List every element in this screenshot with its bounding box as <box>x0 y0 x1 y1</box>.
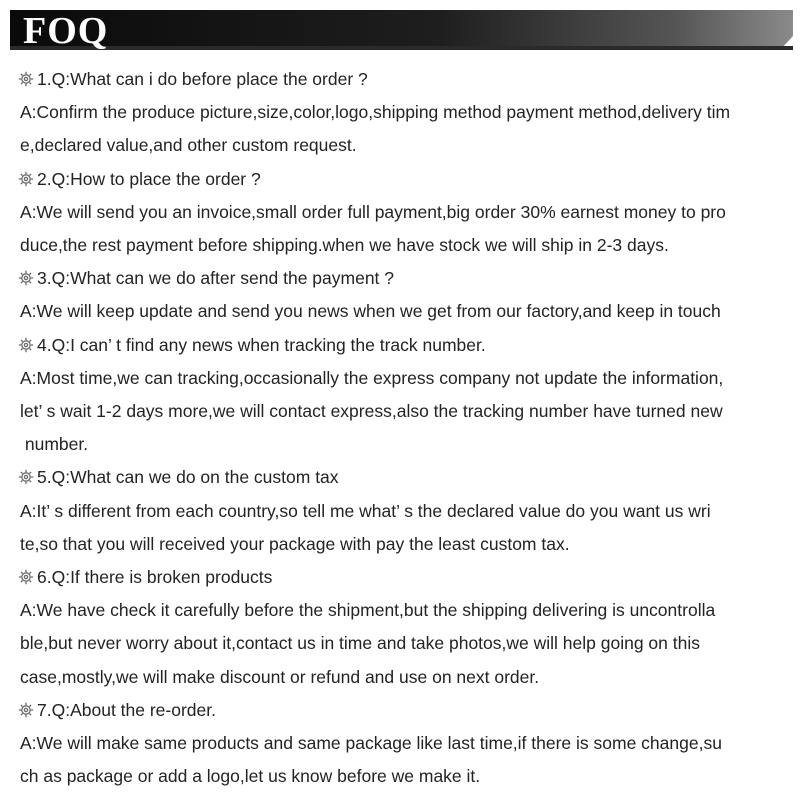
gear-icon <box>18 270 34 286</box>
faq-answer-line: A:We have check it carefully before the shipment,but the shipping delivering is uncontrolla <box>20 600 716 621</box>
faq-question-text: 5.Q:What can we do on the custom tax <box>37 467 339 488</box>
faq-question <box>18 700 216 720</box>
faq-question-text: 7.Q:About the re-order. <box>37 699 216 720</box>
gear-icon <box>18 171 34 187</box>
faq-answer-line: ch as package or add a logo,let us know before we make it. <box>20 766 481 787</box>
faq-question-text: 3.Q:What can we do after send the payment ? <box>37 268 395 289</box>
banner-background <box>10 10 793 50</box>
faq-answer-line: ble,but never worry about it,contact us in time and take photos,we will help going on this <box>20 633 700 654</box>
faq-answer-line: A:We will make same products and same package like last time,if there is some change,su <box>20 733 722 753</box>
faq-question <box>18 169 261 189</box>
faq-question <box>18 467 339 487</box>
faq-answer-line: te,so that you will received your package with pay the least custom tax. <box>20 533 570 554</box>
faq-answer-line: A:We will send you an invoice,small order full payment,big order 30% earnest money to pro <box>20 201 726 222</box>
faq-answer-line: let’ s wait 1-2 days more,we will contact express,also the tracking number have turned new <box>20 401 723 421</box>
faq-question <box>18 567 272 587</box>
faq-question-text: 4.Q:I can’ t find any news when tracking the track number. <box>37 334 486 355</box>
faq-question-text: 2.Q:How to place the order ? <box>37 168 261 189</box>
faq-question <box>18 69 368 89</box>
faq-question-text: 6.Q:If there is broken products <box>37 567 273 587</box>
header-banner <box>10 10 793 50</box>
faq-answer-line: A:We will keep update and send you news when we get from our factory,and keep in touch <box>20 301 721 322</box>
faq-question <box>18 268 394 288</box>
faq-question <box>18 335 486 355</box>
gear-icon <box>18 702 34 718</box>
faq-answer-line: A:Most time,we can tracking,occasionally the express company not update the information, <box>20 367 724 388</box>
faq-answer-line: e,declared value,and other custom request. <box>20 135 357 156</box>
faq-answer-line: A:It’ s different from each country,so tell me what’ s the declared value do you want us wri <box>20 500 711 521</box>
faq-answer-line: duce,the rest payment before shipping.when we have stock we will ship in 2-3 days. <box>20 235 669 255</box>
gear-icon <box>18 469 34 485</box>
faq-answer-line: case,mostly,we will make discount or refund and use on next order. <box>20 666 540 687</box>
faq-answer-line: number. <box>20 434 89 455</box>
gear-icon <box>18 569 34 585</box>
faq-question-text: 1.Q:What can i do before place the order ? <box>37 69 368 89</box>
gear-icon <box>18 337 34 353</box>
gear-icon <box>18 71 34 87</box>
page-title: FOQ <box>23 10 109 52</box>
faq-answer-line: A:Confirm the produce picture,size,color,logo,shipping method payment method,delivery tim <box>20 102 731 123</box>
